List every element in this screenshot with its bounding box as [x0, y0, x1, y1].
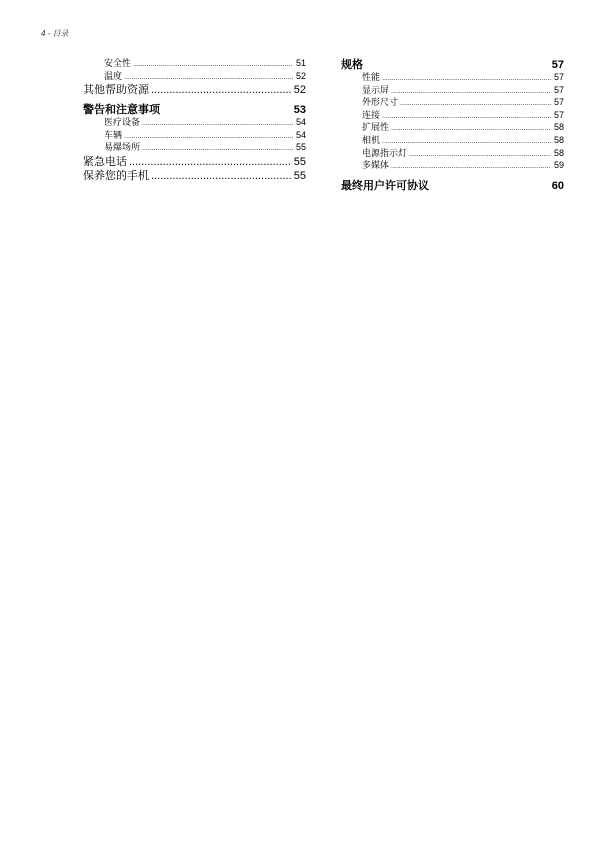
toc-entry-label: 多媒体 [362, 160, 390, 171]
toc-leader-dots [382, 136, 551, 148]
toc-entry-page: 52 [293, 84, 306, 97]
toc-entry[interactable] [341, 97, 564, 110]
toc-entry[interactable] [83, 155, 306, 169]
toc-left-column [83, 58, 306, 183]
toc-entry[interactable] [341, 135, 564, 148]
toc-entry-page: 57 [553, 72, 564, 82]
toc-entry[interactable] [341, 110, 564, 123]
toc-leader-dots [142, 118, 293, 130]
toc-entry-page: 54 [295, 129, 306, 140]
toc-entry-page: 54 [295, 117, 306, 128]
toc-entry[interactable] [83, 83, 306, 97]
toc-entry-page: 55 [293, 169, 306, 182]
toc-leader-dots [142, 143, 293, 155]
toc-entry-label: 外形尺寸 [362, 97, 399, 108]
toc-leader-dots [391, 161, 551, 173]
toc-entry-label: 相机 [362, 134, 381, 145]
toc-entry[interactable] [341, 72, 564, 85]
toc-entry-label: 扩展性 [362, 122, 390, 133]
toc-entry[interactable] [341, 160, 564, 173]
toc-heading-label: 警告和注意事项 [83, 104, 160, 117]
toc-entry-label: 保养您的手机 [83, 169, 149, 182]
toc-entry-label: 其他帮助资源 [83, 84, 149, 97]
toc-section-heading[interactable] [341, 179, 564, 193]
toc-entry-label: 显示屏 [362, 84, 390, 95]
toc-leader-dots [391, 86, 551, 98]
toc-section-heading[interactable] [341, 58, 564, 72]
toc-right-column [341, 58, 564, 193]
toc-entry-label: 医疗设备 [104, 117, 141, 128]
toc-heading-page: 57 [551, 59, 564, 71]
toc-entry-label: 性能 [362, 72, 381, 82]
toc-entry-label: 车辆 [104, 129, 123, 140]
toc-leader-dots [391, 123, 551, 135]
toc-entry[interactable] [83, 58, 306, 71]
toc-leader-dots [151, 83, 291, 97]
toc-entry-page: 55 [293, 155, 306, 168]
toc-entry[interactable] [341, 122, 564, 135]
toc-section-heading[interactable] [83, 103, 306, 117]
toc-heading-page: 53 [293, 104, 306, 117]
toc-leader-dots [382, 73, 551, 85]
toc-entry-page: 51 [295, 58, 306, 68]
toc-entry-page: 58 [553, 134, 564, 145]
toc-leader-dots [133, 59, 293, 71]
toc-leader-dots [129, 155, 291, 169]
toc-entry-page: 57 [553, 109, 564, 120]
toc-leader-dots [124, 131, 293, 143]
toc-entry-label: 连接 [362, 109, 381, 120]
toc-entry-page: 57 [553, 97, 564, 108]
toc-entry[interactable] [83, 142, 306, 155]
toc-entry-page: 58 [553, 122, 564, 133]
toc-leader-dots [124, 72, 293, 84]
toc-entry[interactable] [83, 130, 306, 143]
toc-entry[interactable] [341, 148, 564, 161]
toc-entry-label: 温度 [104, 70, 123, 81]
toc-entry-page: 58 [553, 147, 564, 158]
toc-entry[interactable] [83, 169, 306, 183]
toc-entry-label: 易爆场所 [104, 142, 141, 153]
page-header: 4 - 目录 [41, 29, 69, 38]
toc-entry-label: 电源指示灯 [362, 147, 408, 158]
toc-entry[interactable] [83, 117, 306, 130]
toc-leader-dots [409, 149, 551, 161]
toc-entry[interactable] [83, 71, 306, 84]
toc-heading-label: 最终用户许可协议 [341, 179, 429, 192]
toc-leader-dots [151, 169, 291, 183]
toc-heading-page: 60 [551, 179, 564, 192]
toc-heading-label: 规格 [341, 59, 363, 71]
toc-entry-page: 52 [295, 70, 306, 81]
toc-entry-page: 57 [553, 84, 564, 95]
toc-entry-page: 59 [553, 160, 564, 171]
toc-leader-dots [382, 111, 551, 123]
toc-entry[interactable] [341, 85, 564, 98]
toc-entry-label: 紧急电话 [83, 155, 127, 168]
toc-leader-dots [400, 98, 551, 110]
toc-entry-page: 55 [295, 142, 306, 153]
toc-entry-label: 安全性 [104, 58, 132, 68]
